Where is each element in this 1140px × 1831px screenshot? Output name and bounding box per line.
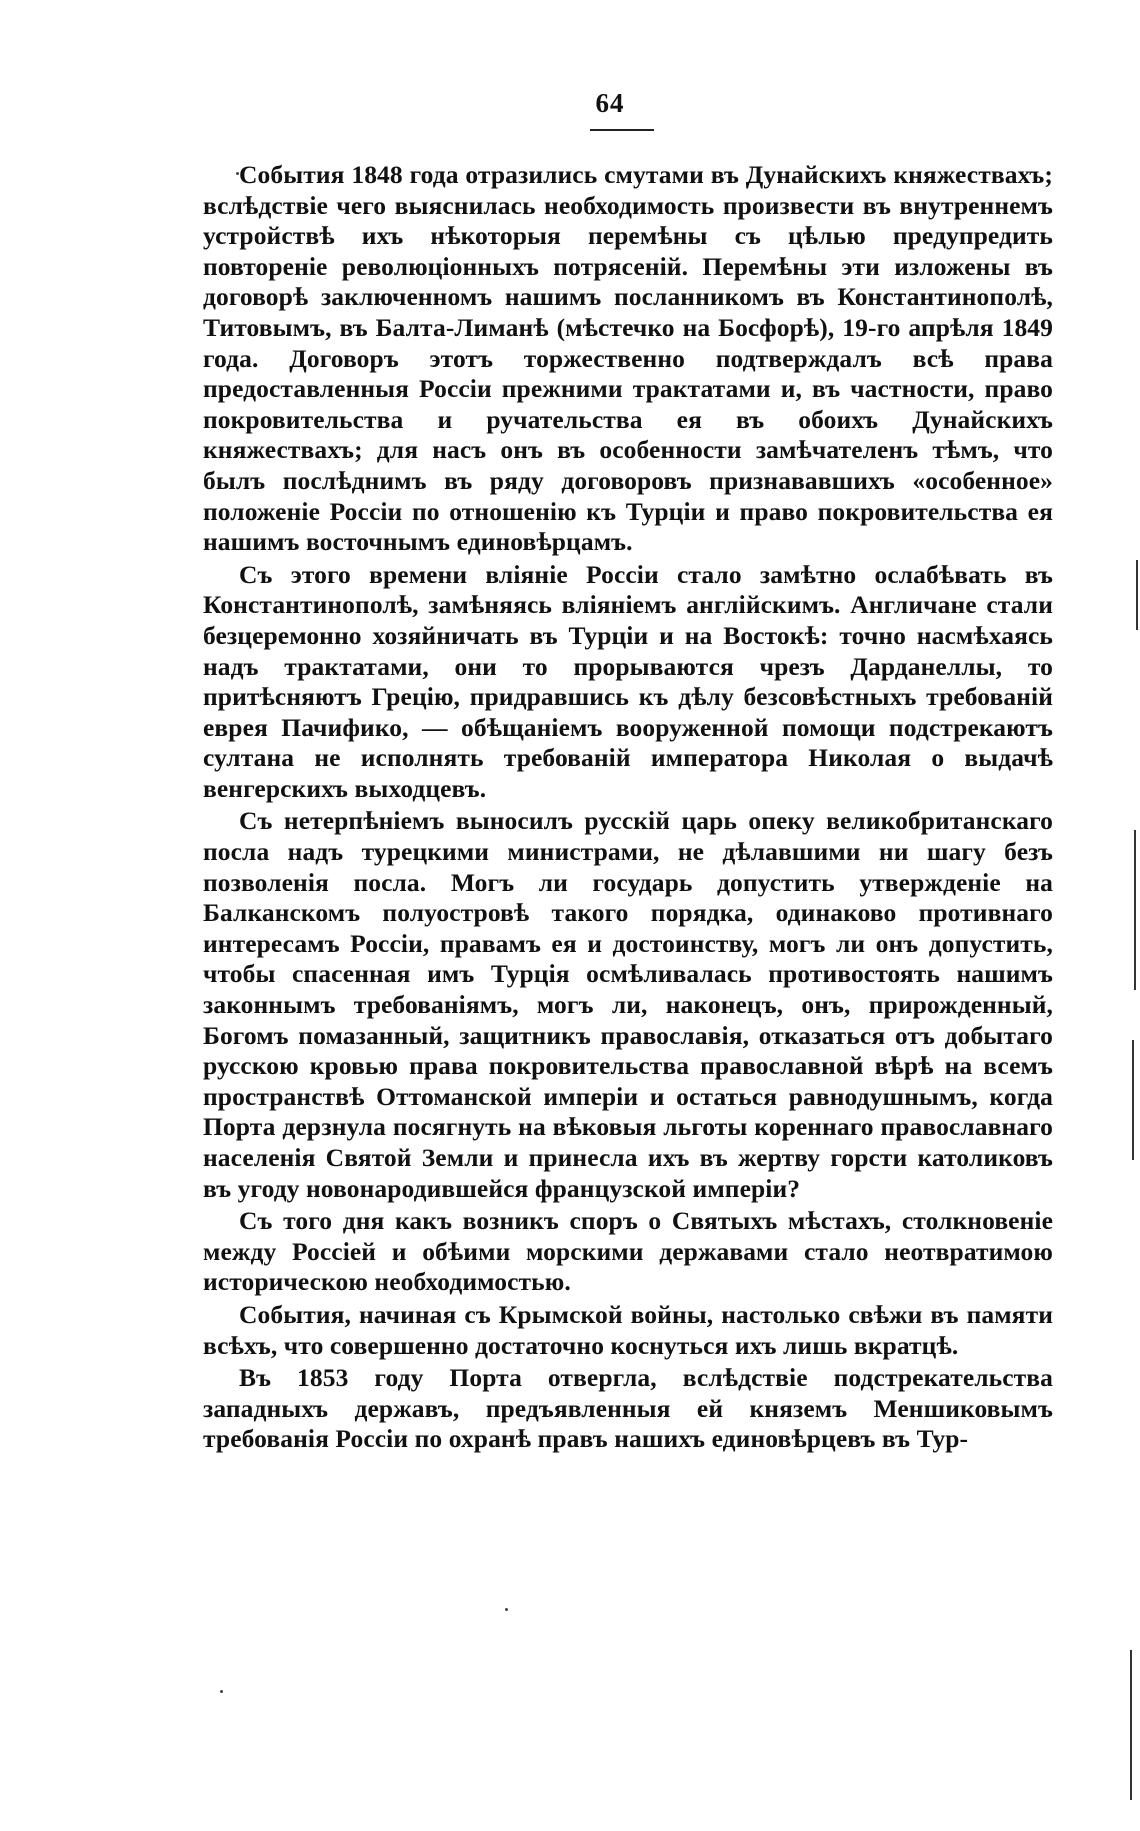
scan-edge-mark	[1134, 830, 1136, 990]
paragraph: Съ нетерпѣніемъ выносилъ русскій царь опеку великобританскаго посла надъ турецкими министрами, не дѣлавшими ни шагу безъ позволенія посла. Могъ ли государь допустить утвержденіе на Балканскомъ полуостровѣ такого порядка, одинаково противнаго интересамъ Россіи, правамъ ея и достоинству, могъ ли онъ допустить, чтобы спасенная имъ Турція осмѣливалась противостоять нашимъ законнымъ требованіямъ, могъ ли, наконецъ, онъ, прирожденный, Богомъ помазанный, защитникъ православія, отказаться отъ добытаго русскою кровью права покровительства православной вѣрѣ на всемъ пространствѣ Оттоманской имперіи и остаться равнодушнымъ, когда Порта дерзнула посягнуть на вѣковыя льготы кореннаго православнаго населенія Святой Земли и принесла ихъ въ жертву горсти католиковъ въ угоду новонародившейся французской имперіи?	[203, 806, 1053, 1203]
page-number: 64	[595, 88, 625, 118]
text-body	[203, 160, 1053, 1457]
page-number-underline	[590, 129, 654, 131]
scan-edge-mark	[1130, 1650, 1132, 1800]
paragraph: Съ этого времени вліяніе Россіи стало замѣтно ослабѣвать въ Константинополѣ, замѣняясь вліяніемъ англійскимъ. Англичане стали безцеремонно хозяйничать въ Турціи и на Востокѣ: точно насмѣхаясь надъ трактатами, они то прорываются чрезъ Дарданеллы, то притѣсняютъ Грецію, придравшись къ дѣлу безсовѣстныхъ требованій еврея Пачифико, — обѣщаніемъ вооруженной помощи подстрекаютъ султана не исполнять требованій императора Николая о выдачѣ венгерскихъ выходцевъ.	[203, 559, 1053, 803]
paragraph: События, начиная съ Крымской войны, настолько свѣжи въ памяти всѣхъ, что совершенно достаточно коснуться ихъ лишь вкратцѣ.	[203, 1299, 1053, 1360]
paragraph: Въ 1853 году Порта отвергла, вслѣдствіе подстрекательства западныхъ державъ, предъявленныя ей княземъ Меншиковымъ требованія Россіи по охранѣ правъ нашихъ единовѣрцевъ въ Тур-	[203, 1363, 1053, 1454]
scan-speck	[236, 172, 239, 175]
scan-speck	[505, 1608, 508, 1611]
scan-speck	[220, 1690, 223, 1693]
paragraph: События 1848 года отразились смутами въ Дунайскихъ княжествахъ; вслѣдствіе чего выяснилась необходимость произвести въ внутреннемъ устройствѣ ихъ нѣкоторыя перемѣны съ цѣлью предупредить повтореніе революціонныхъ потрясеній. Перемѣны эти изложены въ договорѣ заключенномъ нашимъ посланникомъ въ Константинополѣ, Титовымъ, въ Балта-Лиманѣ (мѣстечко на Босфорѣ), 19-го апрѣля 1849 года. Договоръ этотъ торжественно подтверждалъ всѣ права предоставленныя Россіи прежними трактатами и, въ частности, право покровительства и ручательства ея въ обоихъ Дунайскихъ княжествахъ; для насъ онъ въ особенности замѣчателенъ тѣмъ, что былъ послѣднимъ въ ряду договоровъ признававшихъ «особенное» положеніе Россіи по отношенію къ Турціи и право покровительства ея нашимъ восточнымъ единовѣрцамъ.	[203, 160, 1053, 557]
scan-edge-mark	[1132, 1040, 1134, 1160]
paragraph: Съ того дня какъ возникъ споръ о Святыхъ мѣстахъ, столкновеніе между Россіей и обѣими морскими державами стало неотвратимою историческою необходимостью.	[203, 1206, 1053, 1297]
scan-edge-mark	[1136, 560, 1138, 630]
